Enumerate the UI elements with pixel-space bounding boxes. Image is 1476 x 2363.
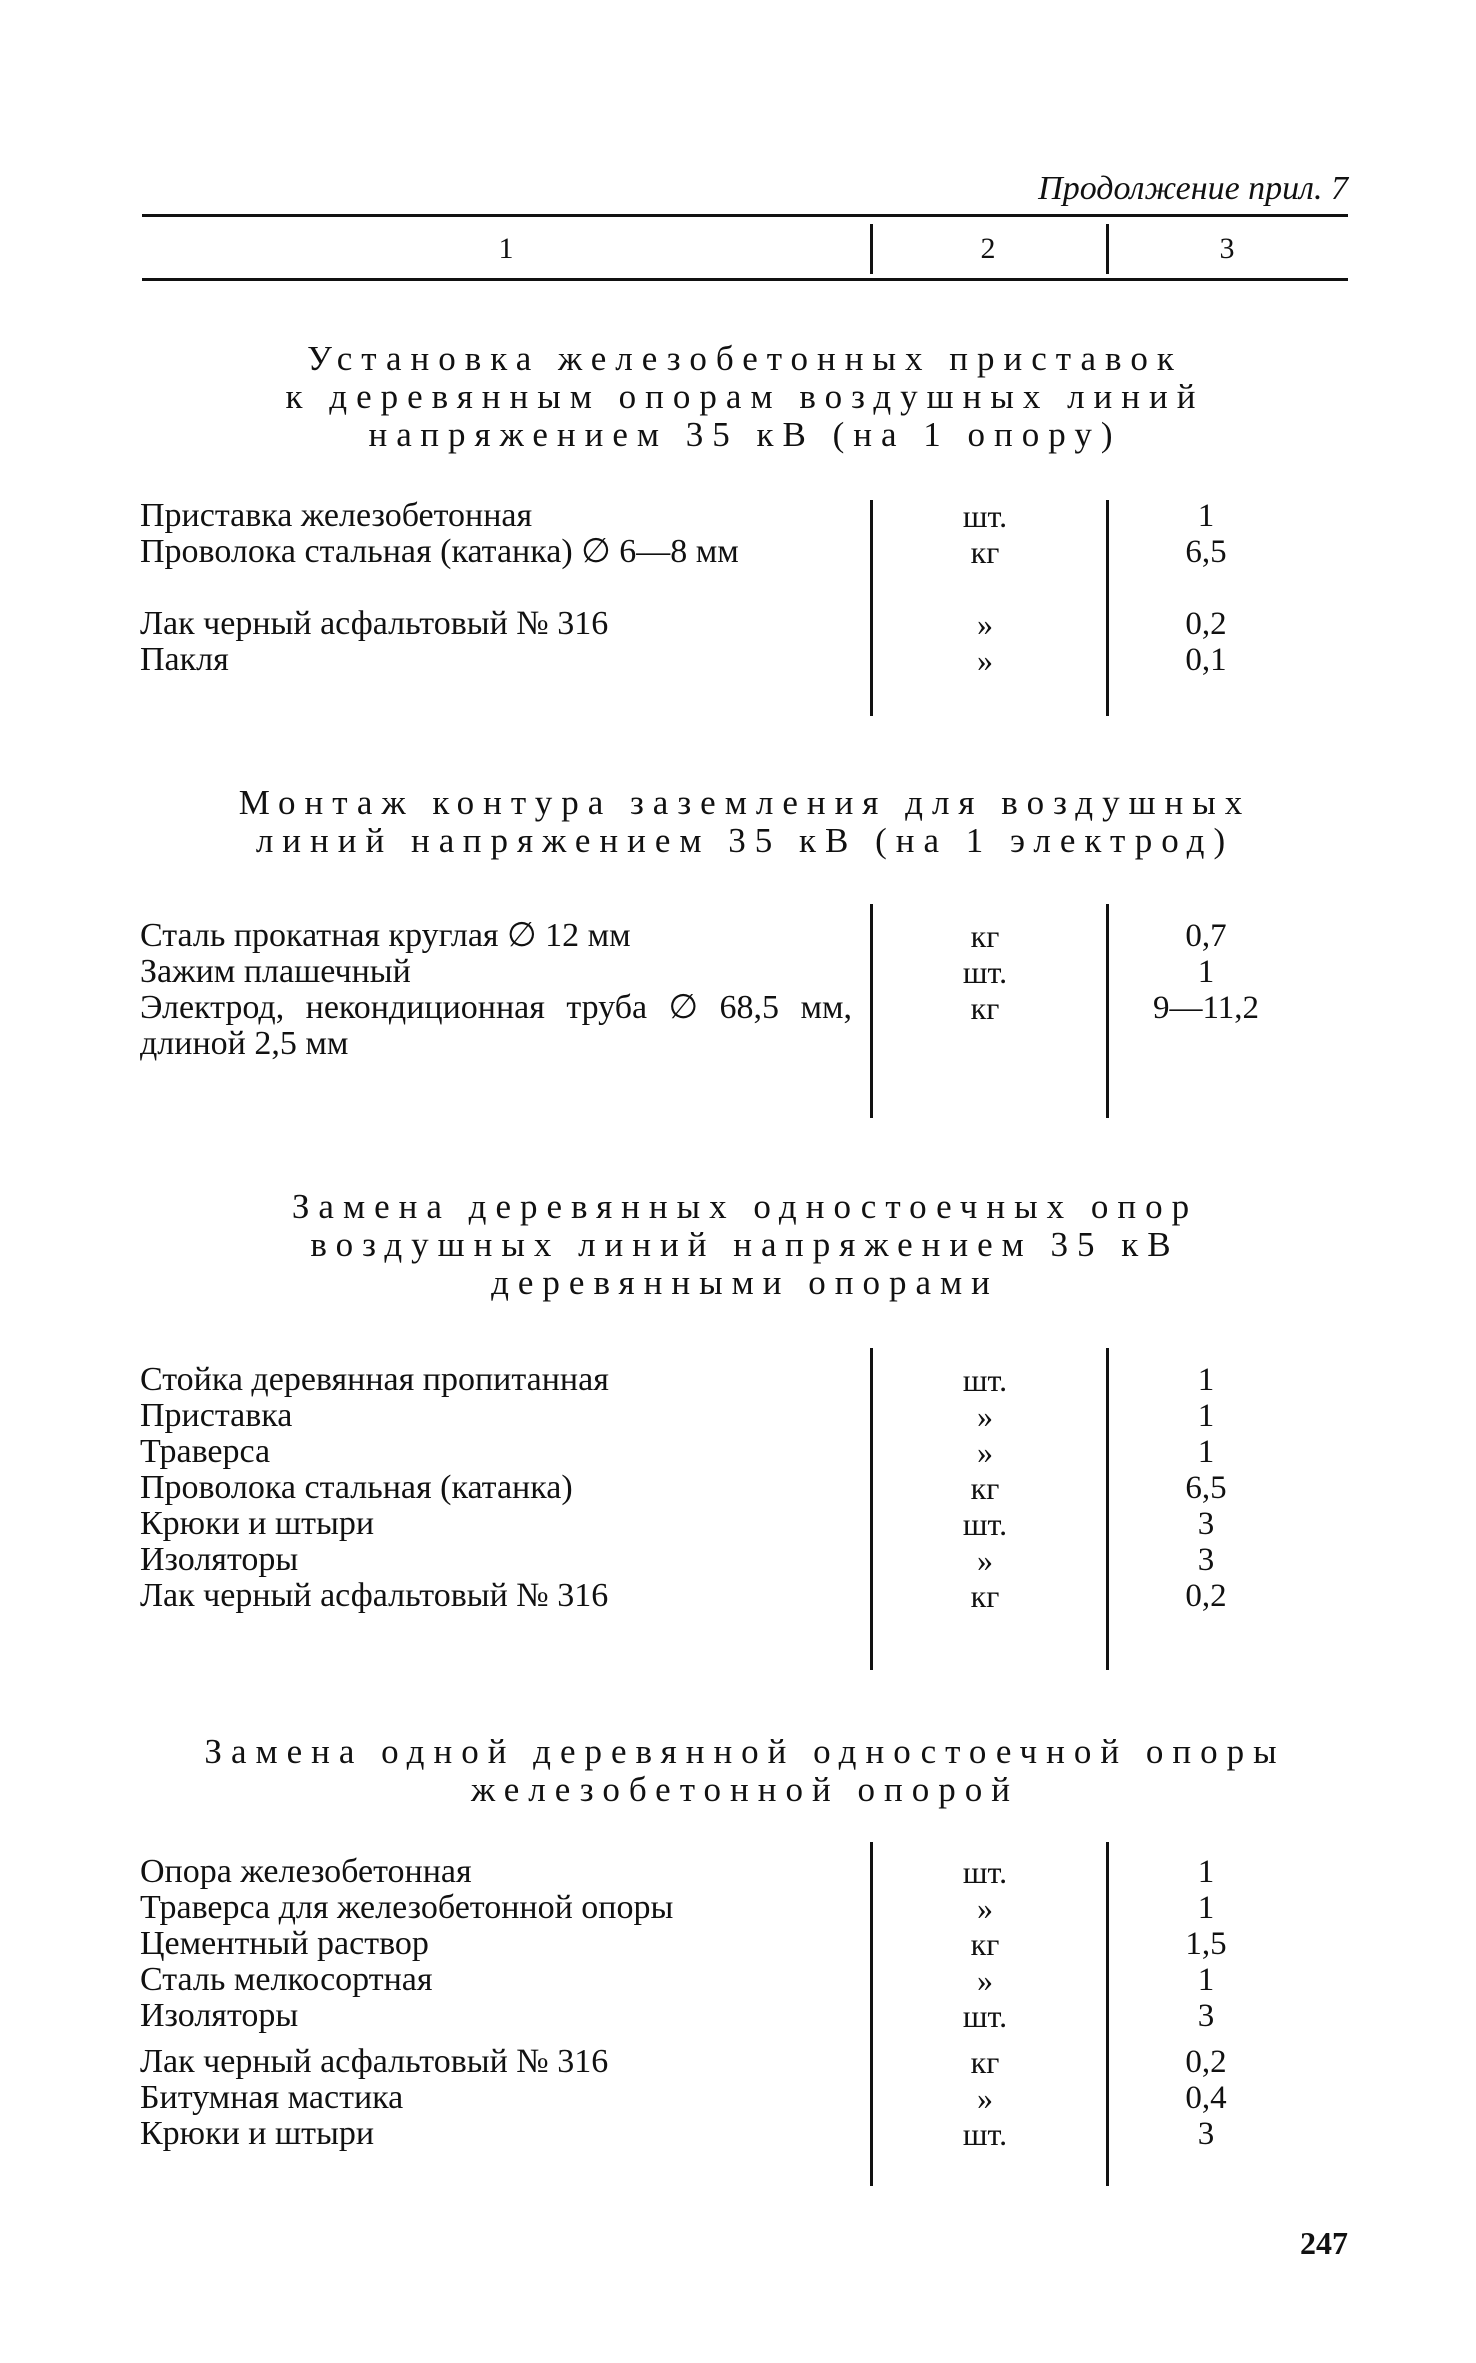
item-quantity: 1,5 bbox=[1185, 1926, 1227, 1962]
item-name: Лак черный асфальтовый № 316 bbox=[140, 2043, 609, 2080]
item-quantity: 1 bbox=[1197, 1962, 1215, 1998]
header-bottom-rule bbox=[142, 278, 1348, 281]
item-unit: » bbox=[977, 1398, 993, 1434]
item-unit: » bbox=[977, 1962, 993, 1998]
item-quantity: 3 bbox=[1197, 2116, 1215, 2152]
item-quantity: 1 bbox=[1197, 498, 1215, 534]
column-header-1: 1 bbox=[498, 232, 514, 265]
item-unit: кг bbox=[970, 1926, 1000, 1962]
item-name: Траверса bbox=[140, 1433, 271, 1470]
item-unit: » bbox=[977, 1542, 993, 1578]
item-unit: » bbox=[977, 1890, 993, 1926]
item-unit: шт. bbox=[962, 1998, 1008, 2034]
item-name: Битумная мастика bbox=[140, 2079, 404, 2116]
item-quantity: 3 bbox=[1197, 1542, 1215, 1578]
item-quantity: 0,7 bbox=[1185, 918, 1227, 954]
item-quantity: 0,2 bbox=[1185, 606, 1227, 642]
item-name: Сталь мелкосортная bbox=[140, 1961, 433, 1998]
item-name: Проволока стальная (катанка) bbox=[140, 1469, 573, 1506]
column-divider bbox=[1106, 224, 1109, 274]
item-name: Приставка железобетонная bbox=[140, 497, 533, 534]
item-unit: шт. bbox=[962, 954, 1008, 990]
item-unit: кг bbox=[970, 990, 1000, 1026]
item-unit: шт. bbox=[962, 498, 1008, 534]
item-name: Лак черный асфальтовый № 316 bbox=[140, 605, 609, 642]
item-name: Электрод, некондиционная труба ∅ 68,5 мм, длиной 2,5 мм bbox=[140, 989, 852, 1062]
column-header-3: 3 bbox=[1219, 232, 1235, 265]
column-divider bbox=[870, 224, 873, 274]
item-unit: » bbox=[977, 642, 993, 678]
item-quantity: 6,5 bbox=[1185, 534, 1227, 570]
item-quantity: 3 bbox=[1197, 1506, 1215, 1542]
item-unit: кг bbox=[970, 1578, 1000, 1614]
item-name: Крюки и штыри bbox=[140, 2115, 375, 2152]
item-unit: шт. bbox=[962, 2116, 1008, 2152]
item-quantity: 3 bbox=[1197, 1998, 1215, 2034]
item-quantity: 0,2 bbox=[1185, 1578, 1227, 1614]
item-unit: кг bbox=[970, 918, 1000, 954]
item-name: Изоляторы bbox=[140, 1997, 299, 2034]
item-unit: шт. bbox=[962, 1362, 1008, 1398]
item-name: Стойка деревянная пропитанная bbox=[140, 1361, 609, 1398]
item-name: Приставка bbox=[140, 1397, 293, 1434]
item-quantity: 1 bbox=[1197, 954, 1215, 990]
item-quantity: 1 bbox=[1197, 1854, 1215, 1890]
item-unit: кг bbox=[970, 2044, 1000, 2080]
item-unit: кг bbox=[970, 534, 1000, 570]
item-name: Пакля bbox=[140, 641, 229, 678]
section-title: Замена деревянных одностоечных опор воздушных линий напряжением 35 кВ деревянными опорами bbox=[291, 1187, 1199, 1302]
item-quantity: 1 bbox=[1197, 1434, 1215, 1470]
item-quantity: 1 bbox=[1197, 1398, 1215, 1434]
section-title: Замена одной деревянной одностоечной опоры железобетонной опорой bbox=[204, 1732, 1286, 1809]
item-name: Цементный раствор bbox=[140, 1925, 429, 1962]
item-quantity: 0,1 bbox=[1185, 642, 1227, 678]
item-unit: » bbox=[977, 606, 993, 642]
continuation-caption: Продолжение прил. 7 bbox=[1038, 170, 1348, 207]
item-name: Зажим плашечный bbox=[140, 953, 411, 990]
item-unit: » bbox=[977, 2080, 993, 2116]
item-quantity: 1 bbox=[1197, 1890, 1215, 1926]
item-unit: шт. bbox=[962, 1854, 1008, 1890]
item-name: Крюки и штыри bbox=[140, 1505, 375, 1542]
header-top-rule bbox=[142, 214, 1348, 217]
item-quantity: 6,5 bbox=[1185, 1470, 1227, 1506]
item-quantity: 1 bbox=[1197, 1362, 1215, 1398]
item-name: Траверса для железобетонной опоры bbox=[140, 1889, 674, 1926]
item-quantity: 9—11,2 bbox=[1152, 990, 1260, 1026]
item-name: Лак черный асфальтовый № 316 bbox=[140, 1577, 609, 1614]
item-quantity: 0,4 bbox=[1185, 2080, 1227, 2116]
column-header-2: 2 bbox=[980, 232, 996, 265]
section-title: Установка железобетонных приставок к деревянным опорам воздушных линий напряжением 35 кВ (на 1 опору) bbox=[285, 339, 1205, 454]
page-number: 247 bbox=[1300, 2225, 1348, 2261]
section-title: Монтаж контура заземления для воздушных линий напряжением 35 кВ (на 1 электрод) bbox=[238, 783, 1252, 860]
item-unit: кг bbox=[970, 1470, 1000, 1506]
item-name: Опора железобетонная bbox=[140, 1853, 472, 1890]
item-unit: » bbox=[977, 1434, 993, 1470]
item-name: Проволока стальная (катанка) ∅ 6—8 мм bbox=[140, 533, 739, 570]
item-quantity: 0,2 bbox=[1185, 2044, 1227, 2080]
item-name: Изоляторы bbox=[140, 1541, 299, 1578]
item-unit: шт. bbox=[962, 1506, 1008, 1542]
item-name: Сталь прокатная круглая ∅ 12 мм bbox=[140, 917, 631, 954]
